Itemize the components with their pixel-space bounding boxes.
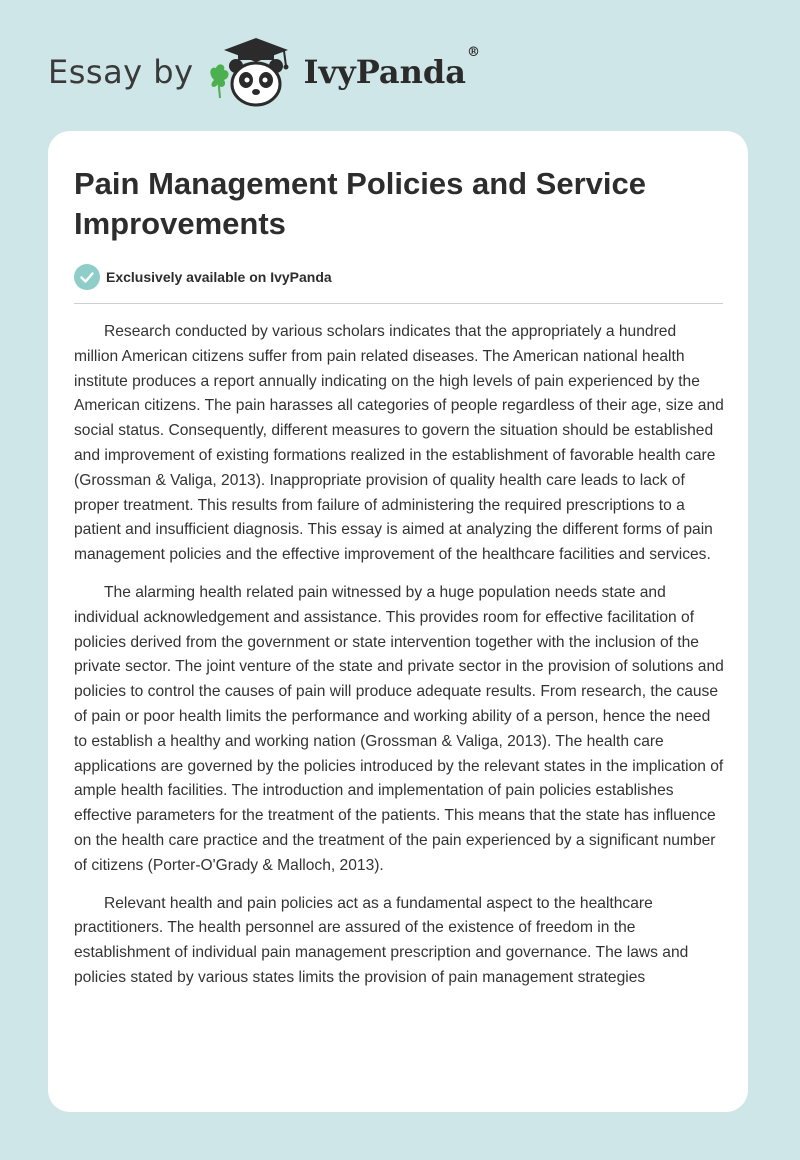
divider [74, 303, 723, 304]
exclusive-badge [74, 264, 332, 290]
brand-name[interactable] [303, 45, 480, 91]
essay-card [48, 131, 748, 1112]
essay-by-label: Essay by [48, 53, 194, 91]
brand-label: IvyPanda [303, 53, 466, 91]
site-header [48, 36, 480, 108]
paragraph: Research conducted by various scholars indicates that the appropriately a hundred million American citizens suffer from pain related diseases. The American national health institute produces a report annually indicating on the high levels of pain experienced by the American citizens. The pain harasses all categories of people regardless of their age, size and social status. Consequently, different measures to govern the situation should be established and improvement of existing formations realized in the establishment of favorable health care (Grossman & Valiga, 2013). Inappropriate provision of quality health care leads to lack of proper treatment. This results from failure of administering the required prescriptions to a patient and insufficient diagnosis. This essay is aimed at analyzing the different forms of pain management policies and the effective improvement of the healthcare facilities and services. [74, 323, 724, 564]
panda-graduation-cap-icon[interactable] [204, 36, 300, 108]
essay-title: Pain Management Policies and Service Improvements [74, 166, 647, 241]
paragraph: The alarming health related pain witnessed by a huge population needs state and individual acknowledgement and assistance. This provides room for effective facilitation of policies derived from the government or state intervention together with the inclusion of the private sector. The joint venture of the state and private sector in the provision of solutions and policies to control the causes of pain will produce adequate results. From research, the cause of pain or poor health limits the performance and working ability of a person, hence the need to establish a healthy and working nation (Grossman & Valiga, 2013). The health care applications are governed by the policies introduced by the relevant states in the implication of ample health facilities. The introduction and implementation of pain policies establishes effective parameters for the treatment of the patients. This means that the state has influence on the health care practice and the treatment of the pain experienced by a significant number of citizens (Porter-O'Grady & Malloch, 2013). [74, 583, 724, 874]
essay-body [74, 320, 724, 1004]
exclusive-badge-label: Exclusively available on IvyPanda [106, 269, 332, 285]
registered-mark: ® [467, 45, 480, 60]
check-circle-icon [74, 264, 100, 290]
paragraph: Relevant health and pain policies act as a fundamental aspect to the healthcare practitioners. The health personnel are assured of the existence of freedom in the establishment of individual pain management prescription and governance. The laws and policies stated by various states limits the provision of pain management strategies [74, 894, 689, 986]
